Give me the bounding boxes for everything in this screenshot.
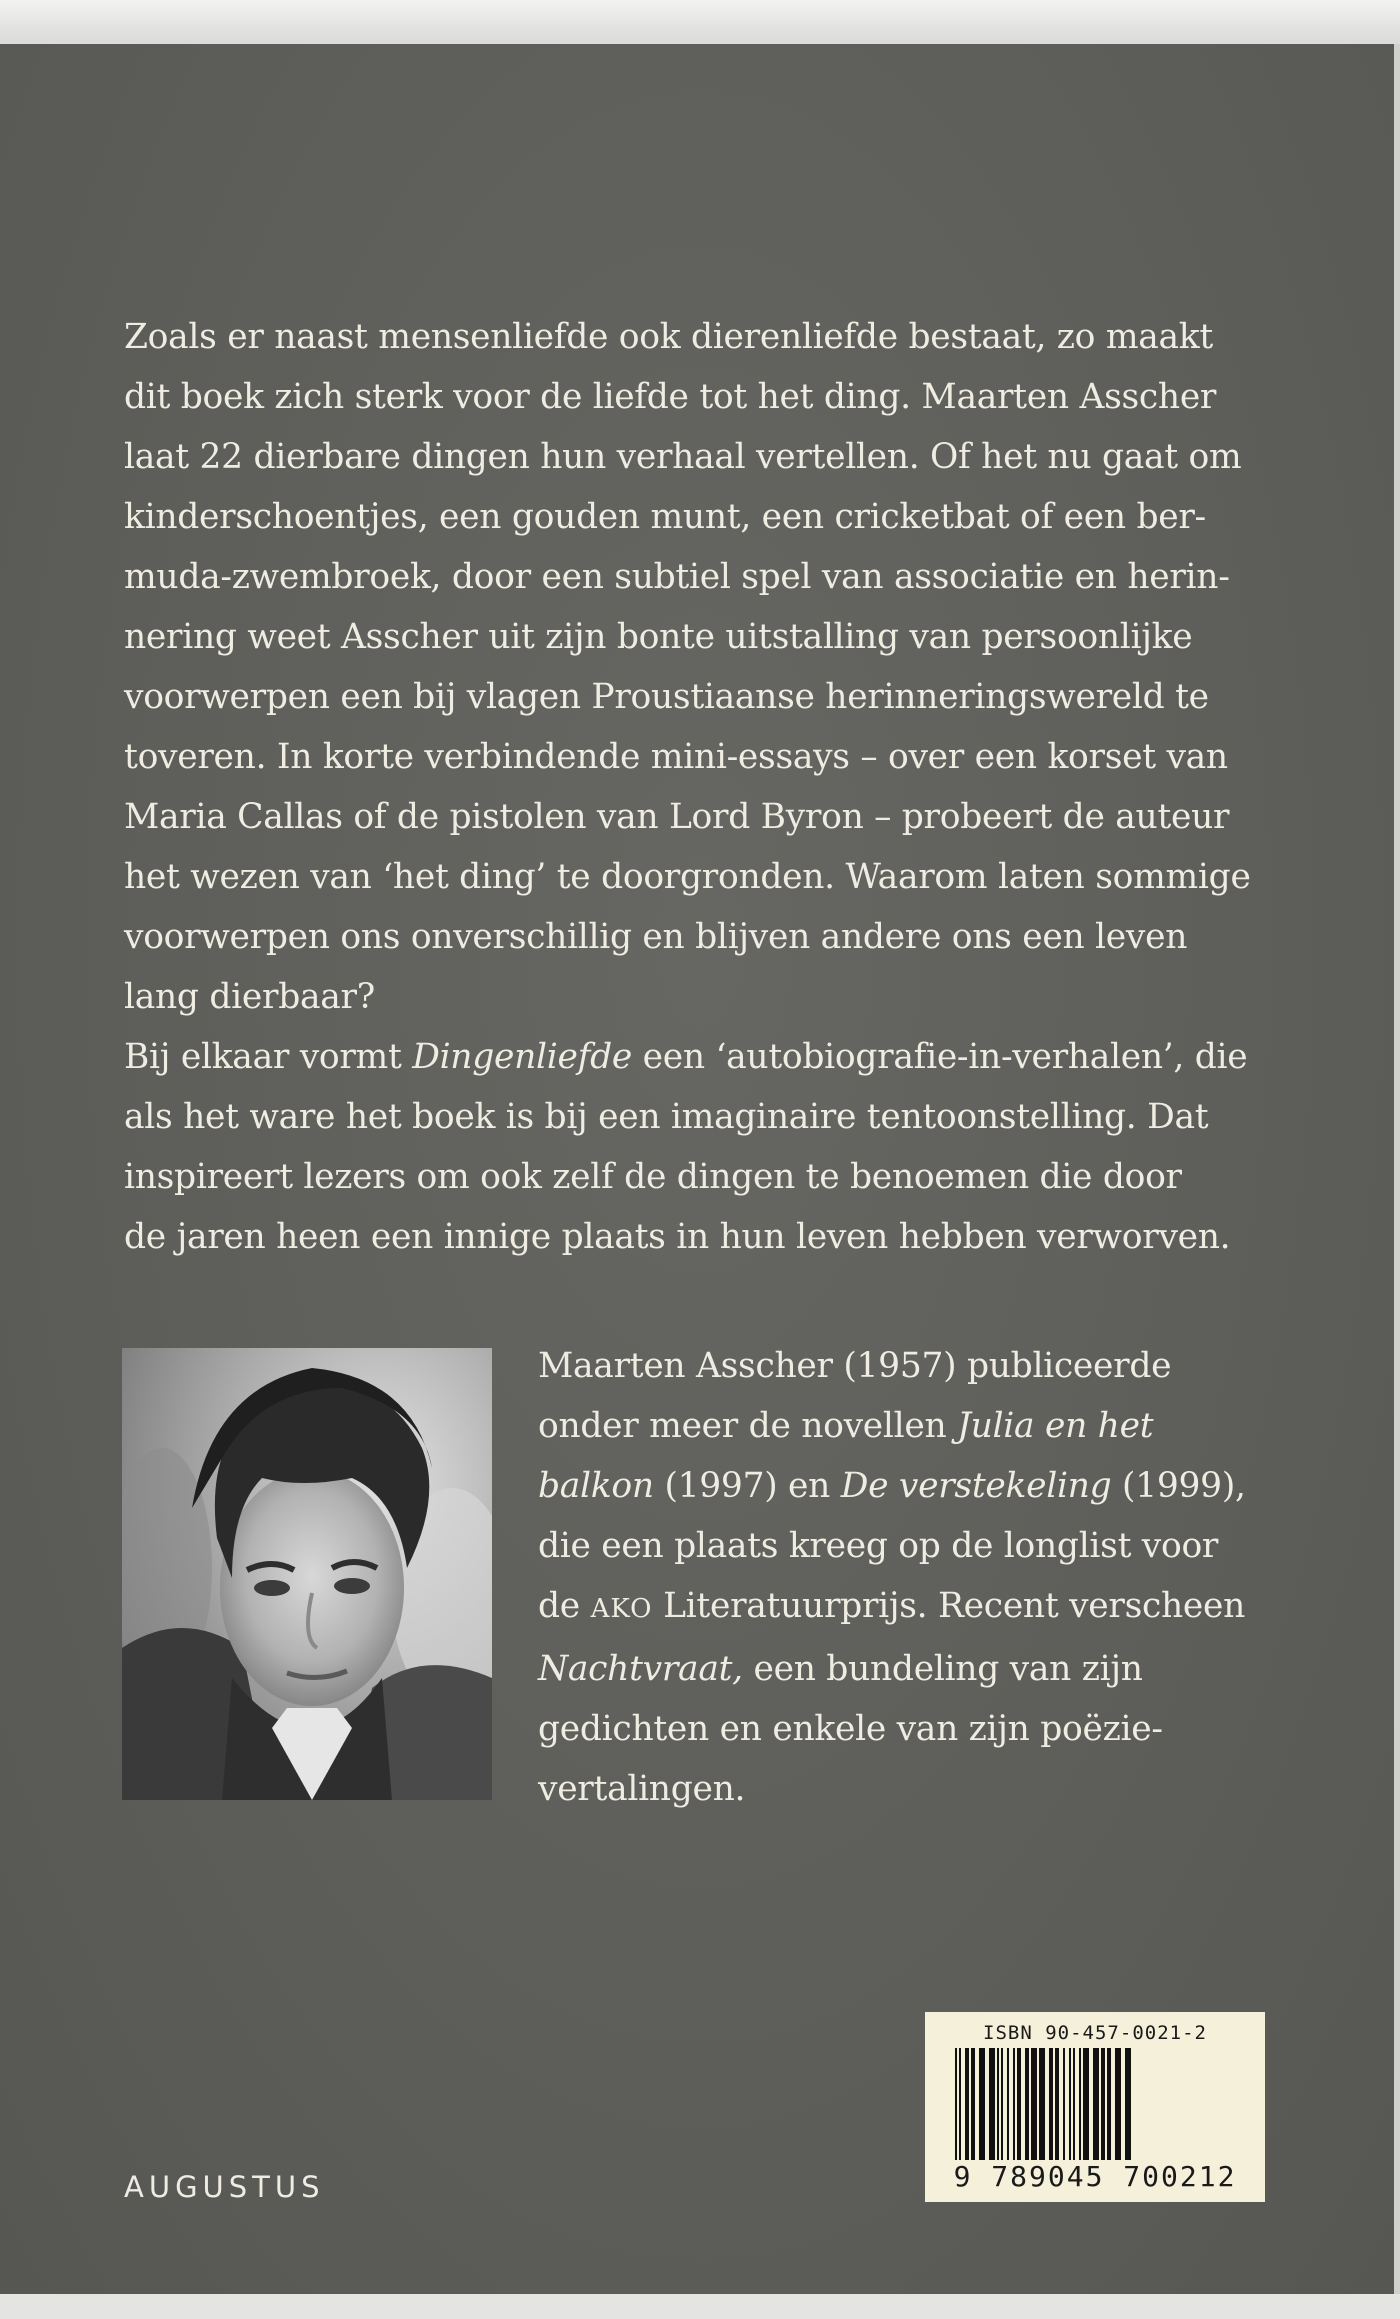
work-title: Nachtvraat, xyxy=(538,1649,743,1689)
bio-line: de xyxy=(538,1586,591,1626)
blurb-line: voorwerpen een bij vlagen Proustiaanse herinneringswereld te xyxy=(124,677,1209,717)
work-title: balkon xyxy=(538,1466,654,1506)
blurb-paragraph-1 xyxy=(124,307,1264,1027)
cover-edge xyxy=(1394,44,1400,2294)
barcode-bars xyxy=(953,2048,1237,2160)
blurb-line: een ‘autobiografie-in-verhalen’, die xyxy=(632,1037,1248,1077)
blurb-line: muda-zwembroek, door een subtiel spel van associatie en herin- xyxy=(124,557,1230,597)
blurb-line: kinderschoentjes, een gouden munt, een cricketbat of een ber- xyxy=(124,497,1206,537)
blurb-line: inspireert lezers om ook zelf de dingen te benoemen die door xyxy=(124,1157,1182,1197)
barcode-bar xyxy=(1049,2048,1053,2160)
barcode-bar xyxy=(1083,2048,1089,2160)
bio-line: gedichten en enkele van zijn poëzie- xyxy=(538,1709,1163,1749)
barcode-bar xyxy=(1115,2048,1121,2160)
blurb-line: voorwerpen ons onverschillig en blijven andere ons een leven xyxy=(124,917,1188,957)
blurb-line: lang dierbaar? xyxy=(124,977,375,1017)
barcode-bar xyxy=(989,2048,995,2160)
bio-line: een bundeling van zijn xyxy=(742,1649,1143,1689)
barcode-bar xyxy=(1101,2048,1105,2160)
barcode-bar xyxy=(1007,2048,1009,2160)
author-bio xyxy=(538,1336,1278,1819)
barcode-bar xyxy=(971,2048,975,2160)
barcode-bar xyxy=(1107,2048,1111,2160)
blurb-line: het wezen van ‘het ding’ te doorgronden. Waarom laten sommige xyxy=(124,857,1251,897)
blurb-line: Maria Callas of de pistolen van Lord Byron – probeert de auteur xyxy=(124,797,1230,837)
blurb-line: als het ware het boek is bij een imaginaire tentoonstelling. Dat xyxy=(124,1097,1209,1137)
blurb-line: Zoals er naast mensenliefde ook dierenliefde bestaat, zo maakt xyxy=(124,317,1213,357)
author-photo-image xyxy=(122,1348,492,1800)
blurb-line: Bij elkaar vormt xyxy=(124,1037,413,1077)
barcode-bar xyxy=(1079,2048,1081,2160)
bio-line: Literatuurprijs. Recent verscheen xyxy=(652,1586,1246,1626)
blurb-line: de jaren heen een innige plaats in hun leven hebben verworven. xyxy=(124,1217,1231,1257)
barcode-bar xyxy=(997,2048,999,2160)
award-abbreviation: AKO xyxy=(590,1594,653,1624)
isbn-text: ISBN 90-457-0021-2 xyxy=(983,2022,1207,2044)
author-photo xyxy=(122,1348,492,1800)
bio-line: (1997) en xyxy=(653,1466,841,1506)
barcode-bar xyxy=(1025,2048,1029,2160)
book-title: Dingenliefde xyxy=(412,1037,632,1077)
barcode-bar xyxy=(1031,2048,1037,2160)
publisher-name: AUGUSTUS xyxy=(124,2170,325,2204)
barcode-bar xyxy=(1017,2048,1021,2160)
blurb-line: laat 22 dierbare dingen hun verhaal vertellen. Of het nu gaat om xyxy=(124,437,1242,477)
author-bio-paragraph xyxy=(538,1336,1278,1819)
blurb-line: dit boek zich sterk voor de liefde tot het ding. Maarten Asscher xyxy=(124,377,1217,417)
barcode-bar xyxy=(979,2048,985,2160)
barcode-bar xyxy=(1001,2048,1003,2160)
blurb-paragraph-2 xyxy=(124,1027,1264,1267)
barcode-bar xyxy=(1073,2048,1075,2160)
ean-number: 9 789045 700212 xyxy=(953,2160,1237,2193)
work-title: De verstekeling xyxy=(840,1466,1112,1506)
bio-line: (1999), xyxy=(1111,1466,1246,1506)
barcode-bar xyxy=(965,2048,969,2160)
bio-line: vertalingen. xyxy=(538,1769,746,1809)
barcode-label xyxy=(925,2012,1265,2202)
barcode-bar xyxy=(1125,2048,1131,2160)
bio-line: die een plaats kreeg op de longlist voor xyxy=(538,1526,1219,1566)
barcode-bar xyxy=(1069,2048,1071,2160)
barcode-bar xyxy=(1013,2048,1015,2160)
blurb-line: toveren. In korte verbindende mini-essays – over een korset van xyxy=(124,737,1228,777)
barcode-bar xyxy=(1093,2048,1099,2160)
blurb-line: nering weet Asscher uit zijn bonte uitstalling van persoonlijke xyxy=(124,617,1193,657)
barcode-bar xyxy=(959,2048,961,2160)
bio-line: onder meer de novellen xyxy=(538,1406,958,1446)
barcode-bar xyxy=(1063,2048,1065,2160)
blurb-text xyxy=(124,307,1264,1267)
barcode-bar xyxy=(1039,2048,1045,2160)
barcode-bar xyxy=(955,2048,957,2160)
work-title: Julia en het xyxy=(957,1406,1154,1446)
bio-line: Maarten Asscher (1957) publiceerde xyxy=(538,1346,1172,1386)
barcode-bar xyxy=(1055,2048,1059,2160)
